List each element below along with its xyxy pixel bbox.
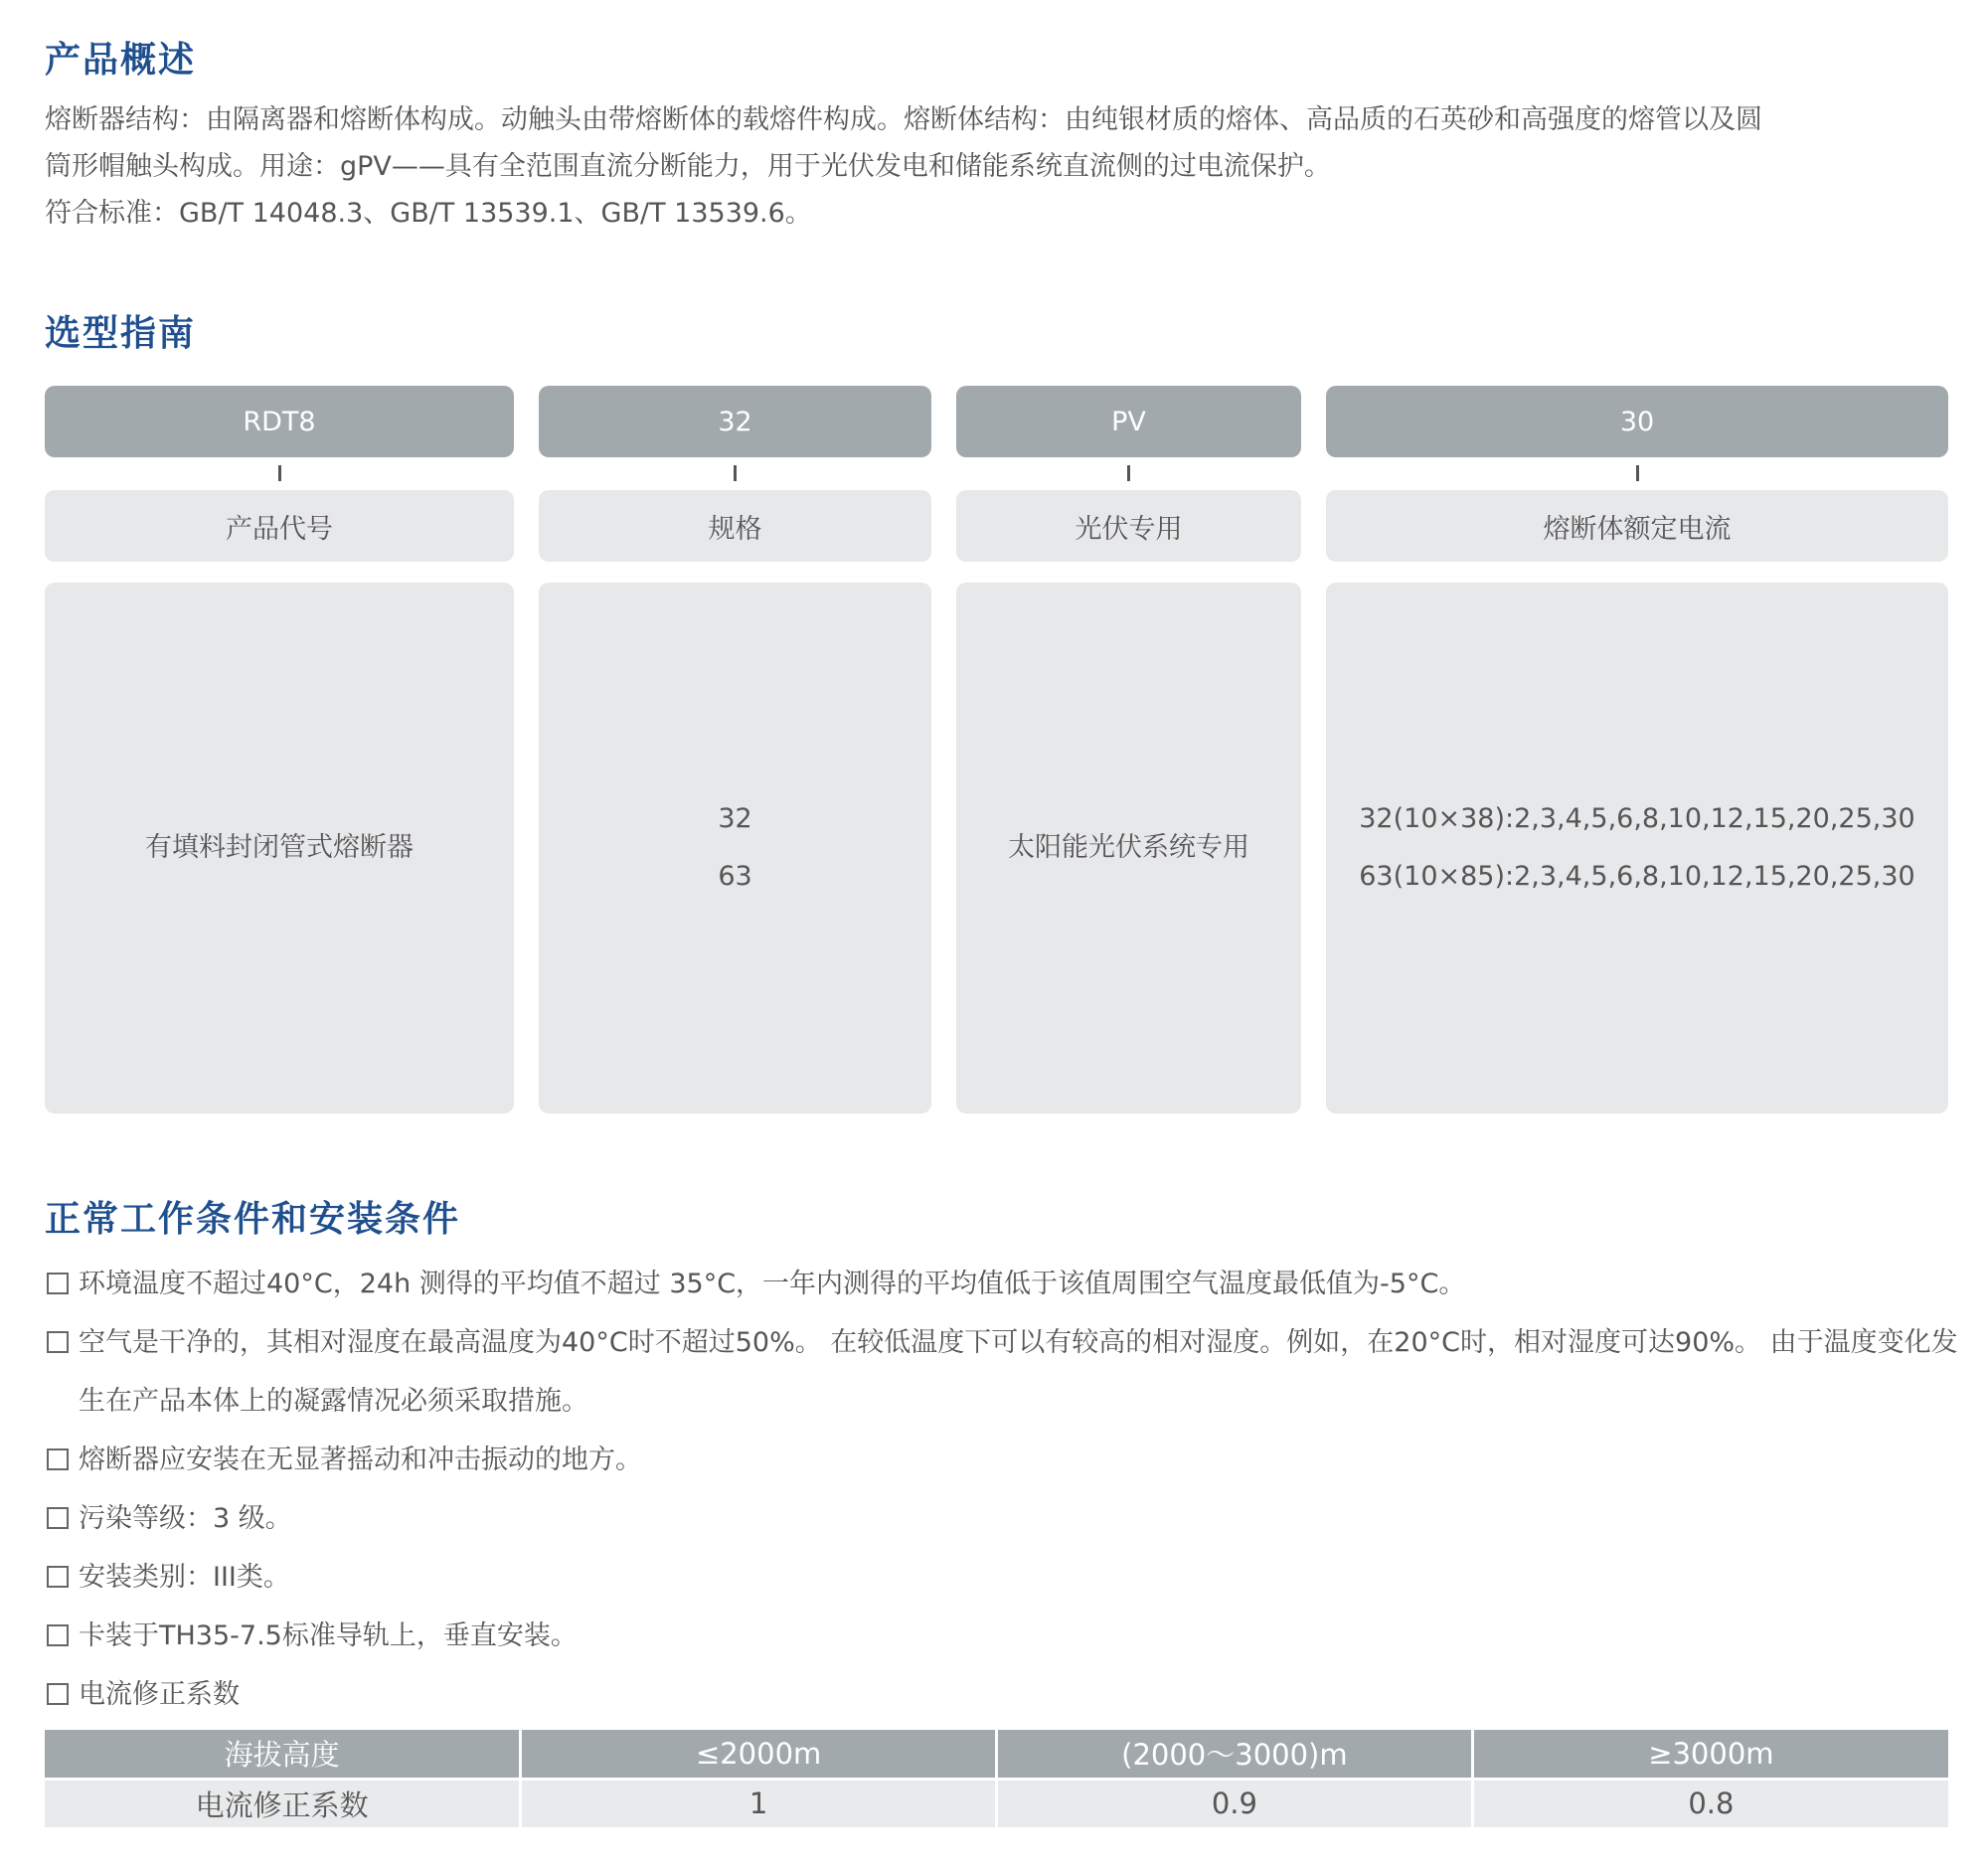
checkbox-icon [47,1683,69,1705]
connector-tick [734,465,737,481]
connector-tick [1127,465,1130,481]
table-row [45,1779,1948,1827]
checkbox-icon [47,1331,69,1353]
conditions-title: 正常工作条件和安装条件 [45,1199,461,1240]
selection-code-row [45,386,1948,457]
list-item [45,1431,1963,1489]
list-item-text: 电流修正系数 [79,1679,240,1710]
table-cell: 电流修正系数 [45,1779,521,1827]
connector-tick [1636,465,1639,481]
label-pv: 光伏专用 [956,490,1301,562]
list-item [45,1313,1963,1431]
checkbox-icon [47,1566,69,1588]
list-item-text: 卡装于TH35-7.5标准导轨上，垂直安装。 [79,1620,578,1651]
connector-tick [278,465,281,481]
code-current: 30 [1326,386,1948,457]
code-product: RDT8 [45,386,514,457]
selection-detail-row [45,583,1948,1113]
overview-paragraph [45,96,1963,237]
checkbox-icon [47,1624,69,1646]
list-item-text: 安装类别：III类。 [79,1562,290,1593]
table-header-cell: ≤2000m [521,1730,997,1779]
table-header-cell: ≥3000m [1472,1730,1948,1779]
table-header-row [45,1730,1948,1779]
selection-connector-row [45,465,1948,481]
list-item [45,1255,1963,1313]
overview-line-1: 熔断器结构：由隔离器和熔断体构成。动触头由带熔断体的载熔件构成。熔断体结构：由纯银材质的熔体、高品质的石英砂和高强度的熔管以及圆 [45,104,1762,135]
list-item-text: 环境温度不超过40°C，24h 测得的平均值不超过 35°C，一年内测得的平均值低于该值周围空气温度最低值为-5°C。 [79,1269,1466,1299]
detail-current-line: 63(10×85):2,3,4,5,6,8,10,12,15,20,25,30 [1359,861,1915,892]
table-header-cell: (2000～3000)m [997,1730,1473,1779]
detail-current [1326,583,1948,1113]
detail-spec-line: 63 [718,861,752,892]
label-current: 熔断体额定电流 [1326,490,1948,562]
label-product: 产品代号 [45,490,514,562]
table-cell: 0.9 [997,1779,1473,1827]
current-correction-table [45,1730,1948,1827]
conditions-list [45,1255,1963,1724]
checkbox-icon [47,1507,69,1529]
detail-product [45,583,514,1113]
detail-current-line: 32(10×38):2,3,4,5,6,8,10,12,15,20,25,30 [1359,803,1915,834]
list-item [45,1607,1963,1665]
code-spec: 32 [539,386,931,457]
list-item-text: 熔断器应安装在无显著摇动和冲击振动的地方。 [79,1445,642,1475]
detail-product-text: 有填料封闭管式熔断器 [145,832,414,863]
list-item [45,1548,1963,1607]
table-header-cell: 海拔高度 [45,1730,521,1779]
table-cell: 0.8 [1472,1779,1948,1827]
label-spec: 规格 [539,490,931,562]
overview-line-2: 筒形帽触头构成。用途：gPV——具有全范围直流分断能力，用于光伏发电和储能系统直流侧的过电流保护。 [45,151,1331,182]
detail-spec-line: 32 [718,803,752,834]
list-item-text: 污染等级：3 级。 [79,1503,292,1534]
overview-title: 产品概述 [45,40,197,81]
detail-pv-text: 太阳能光伏系统专用 [1008,832,1249,863]
overview-line-3: 符合标准：GB/T 14048.3、GB/T 13539.1、GB/T 13539.6。 [45,198,812,229]
list-item-text: 空气是干净的，其相对湿度在最高温度为40°C时不超过50%。 在较低温度下可以有较高的相对湿度。例如，在20°C时，相对湿度可达90%。 由于温度变化发生在产品本体上的凝露情况必须采取措施。 [79,1327,1958,1417]
table-cell: 1 [521,1779,997,1827]
selection-label-row [45,490,1948,562]
detail-spec [539,583,931,1113]
checkbox-icon [47,1273,69,1294]
selection-title: 选型指南 [45,313,197,354]
list-item [45,1665,1963,1724]
list-item [45,1489,1963,1548]
detail-pv [956,583,1301,1113]
checkbox-icon [47,1448,69,1470]
code-pv: PV [956,386,1301,457]
